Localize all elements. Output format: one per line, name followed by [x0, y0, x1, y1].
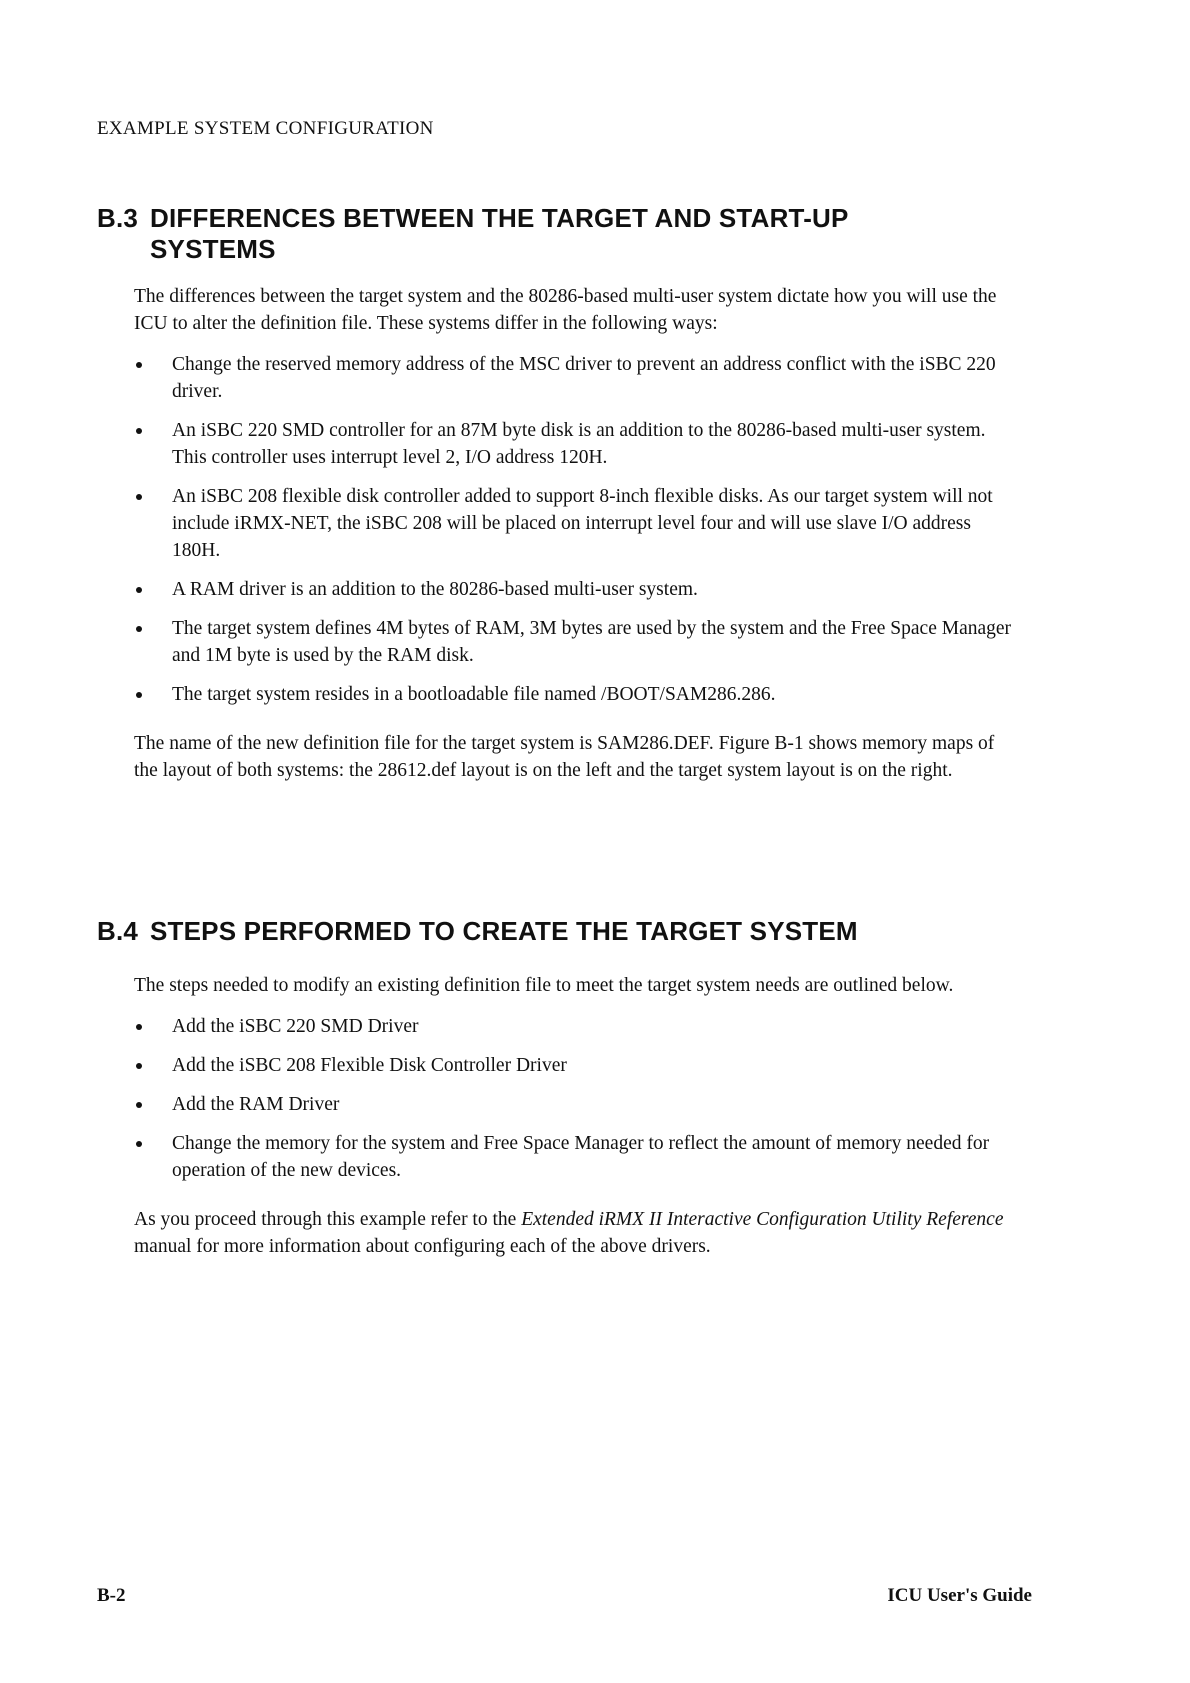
bullet-icon — [136, 494, 142, 500]
list-item — [134, 1013, 1014, 1040]
section-b3-intro: The differences between the target system and the 80286-based multi-user system dictate how you will use the ICU to alter the definition file. These systems differ in the following ways: — [134, 286, 997, 334]
list-item — [134, 1130, 1014, 1184]
list-item-text: An iSBC 220 SMD controller for an 87M byte disk is an addition to the 80286-based multi-user system. This controller uses interrupt level 2, I/O address 120H. — [172, 420, 986, 468]
list-item-text: A RAM driver is an addition to the 80286-based multi-user system. — [172, 579, 698, 600]
bullet-icon — [136, 1102, 142, 1108]
list-item — [134, 483, 1014, 564]
bullet-icon — [136, 1024, 142, 1030]
bullet-icon — [136, 626, 142, 632]
footer-page-number: B-2 — [97, 1585, 126, 1606]
section-b3-title-line2: SYSTEMS — [150, 234, 276, 264]
list-item — [134, 615, 1014, 669]
list-item-text: Add the RAM Driver — [172, 1094, 340, 1115]
bullet-icon — [136, 692, 142, 698]
section-b3-number: B.3 — [97, 203, 139, 233]
list-item — [134, 1052, 1014, 1079]
section-b3-closing: The name of the new definition file for the target system is SAM286.DEF. Figure B-1 shows memory maps of the layout of both systems: the 28612.def layout is on the left and the target system layout is on the right. — [134, 733, 995, 781]
list-item — [134, 351, 1014, 405]
running-head: EXAMPLE SYSTEM CONFIGURATION — [97, 118, 434, 139]
closing-text-after: manual for more information about configuring each of the above drivers. — [134, 1236, 711, 1257]
closing-text-before: As you proceed through this example refer to the — [134, 1209, 522, 1230]
section-b3-body — [134, 283, 1014, 784]
bullet-icon — [136, 1063, 142, 1069]
section-b4-body — [134, 972, 1014, 1260]
footer-guide-title: ICU User's Guide — [887, 1585, 1032, 1606]
list-item — [134, 1091, 1014, 1118]
list-item-text: The target system defines 4M bytes of RAM, 3M bytes are used by the system and the Free Space Manager and 1M byte is used by the RAM disk. — [172, 618, 1012, 666]
section-b4-title: STEPS PERFORMED TO CREATE THE TARGET SYSTEM — [150, 916, 858, 946]
section-b4-number: B.4 — [97, 916, 139, 946]
bullet-icon — [136, 1141, 142, 1147]
section-b4-intro: The steps needed to modify an existing definition file to meet the target system needs are outlined below. — [134, 975, 954, 996]
list-item-text: An iSBC 208 flexible disk controller added to support 8-inch flexible disks. As our target system will not include iRMX-NET, the iSBC 208 will be placed on interrupt level four and will use slave I/O address 180H. — [172, 486, 993, 561]
section-b3-bullet-list — [134, 351, 1014, 708]
bullet-icon — [136, 587, 142, 593]
list-item — [134, 681, 1014, 708]
list-item-text: Change the reserved memory address of the MSC driver to prevent an address conflict with the iSBC 220 driver. — [172, 354, 996, 402]
list-item-text: The target system resides in a bootloadable file named /BOOT/SAM286.286. — [172, 684, 776, 705]
section-b4-heading — [97, 916, 858, 947]
bullet-icon — [136, 428, 142, 434]
manual-title-reference: Extended iRMX II Interactive Configuration Utility Reference — [521, 1209, 1004, 1230]
list-item — [134, 576, 1014, 603]
list-item — [134, 417, 1014, 471]
bullet-icon — [136, 362, 142, 368]
list-item-text: Change the memory for the system and Free Space Manager to reflect the amount of memory needed for operation of the new devices. — [172, 1133, 990, 1181]
list-item-text: Add the iSBC 220 SMD Driver — [172, 1016, 419, 1037]
list-item-text: Add the iSBC 208 Flexible Disk Controller Driver — [172, 1055, 567, 1076]
section-b4-closing — [134, 1206, 1014, 1260]
section-b3-heading — [97, 203, 849, 265]
section-b3-title-line1: DIFFERENCES BETWEEN THE TARGET AND START-UP — [150, 203, 849, 233]
section-b4-bullet-list — [134, 1013, 1014, 1184]
